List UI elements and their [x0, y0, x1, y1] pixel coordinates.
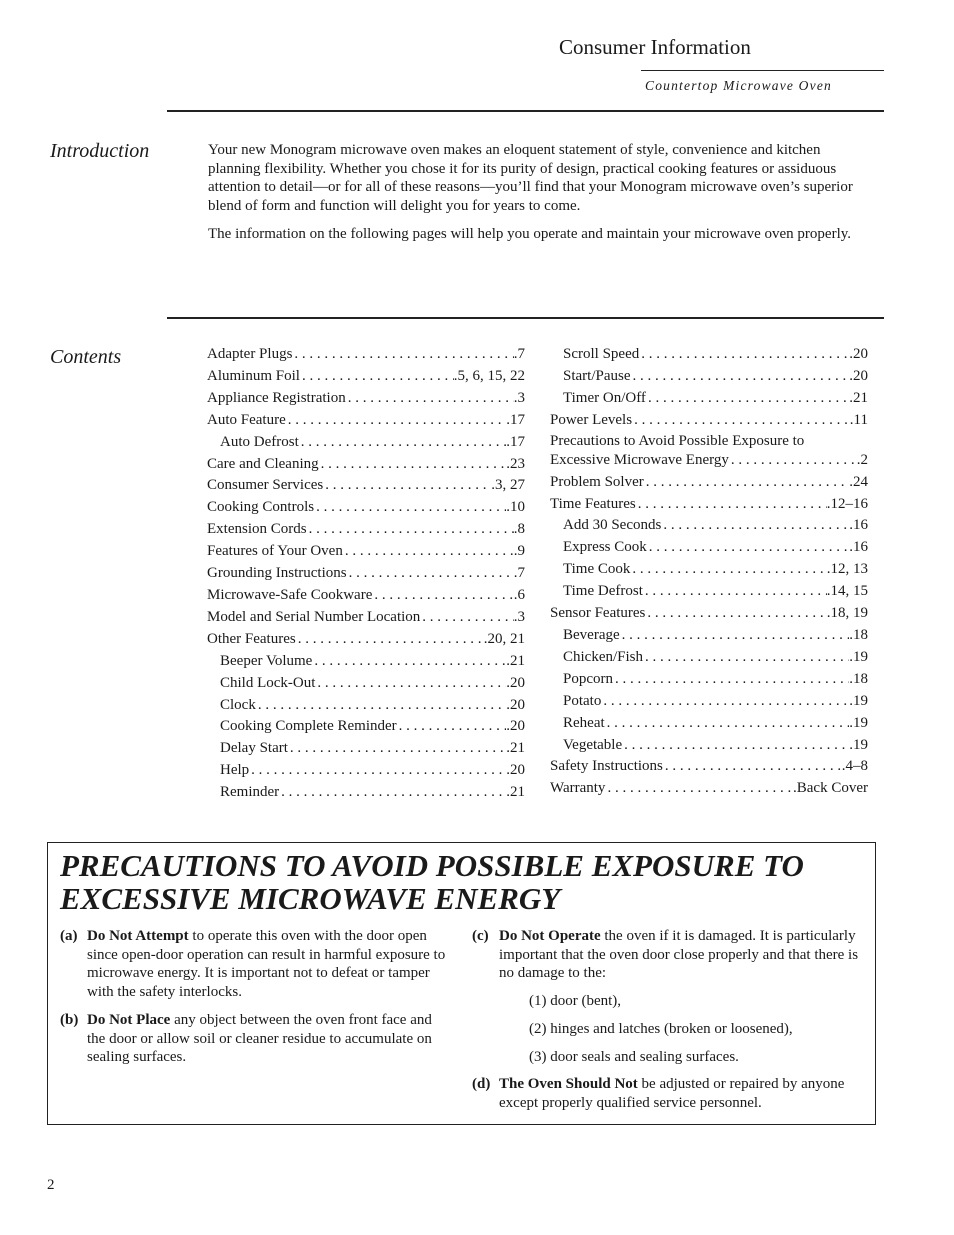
toc-entry[interactable]: Safety Instructions . . . .4–8 [550, 756, 868, 778]
toc-entry[interactable]: Scroll Speed . . . .20 [550, 344, 868, 366]
toc-entry[interactable]: Start/Pause . . . .20 [550, 366, 868, 388]
precautions-box [47, 842, 876, 1125]
precaution-item [60, 1011, 452, 1067]
toc-entry[interactable]: Clock . . . .20 [207, 695, 525, 717]
introduction-body [208, 141, 858, 253]
toc-entry[interactable]: Timer On/Off . . . .21 [550, 388, 868, 410]
toc-entry[interactable]: Potato . . . .19 [550, 691, 868, 713]
item-lead: Do Not Place [87, 1011, 171, 1028]
toc-entry[interactable]: Model and Serial Number Location . . . .3 [207, 607, 525, 629]
toc-entry[interactable]: Time Cook . . . .12, 13 [550, 559, 868, 581]
intro-paragraph: Your new Monogram microwave oven makes an eloquent statement of style, convenience and kitchen planning flexibility. Whether you chose it for its purity of design, practical cooking features or assiduous attention to detail—or for all of these reasons—you’ll find that your Monogram microwave oven’s superior blend of form and function will delight you for years to come. [208, 142, 853, 215]
toc-entry[interactable]: Care and Cleaning . . . .23 [207, 454, 525, 476]
toc-entry[interactable]: Help . . . .20 [207, 760, 525, 782]
intro-paragraph: The information on the following pages will help you operate and maintain your microwave oven properly. [208, 225, 852, 242]
top-divider [167, 110, 884, 112]
item-lead: Do Not Attempt [87, 928, 189, 944]
toc-entry[interactable]: Auto Defrost . . . .17 [207, 432, 525, 454]
toc-entry[interactable]: Precautions to Avoid Possible Exposure to Excessive Microwave Energy . . . .2 [550, 432, 868, 472]
precaution-item [472, 927, 862, 983]
precaution-item [472, 1075, 862, 1112]
precautions-right-column [472, 927, 862, 1122]
toc-entry[interactable]: Chicken/Fish . . . .19 [550, 647, 868, 669]
precautions-left-column [60, 927, 452, 1076]
toc-entry[interactable]: Beverage . . . .18 [550, 625, 868, 647]
header-divider [641, 70, 884, 71]
toc-entry[interactable]: Consumer Services . . . .3, 27 [207, 475, 525, 497]
precaution-item [60, 927, 452, 1002]
damage-list-item: (1) door (bent), [529, 993, 622, 1010]
item-lead: Do Not Operate [499, 928, 601, 944]
toc-entry[interactable]: Delay Start . . . .21 [207, 738, 525, 760]
toc-entry[interactable]: Features of Your Oven . . . .9 [207, 541, 525, 563]
toc-entry[interactable]: Problem Solver . . . .24 [550, 472, 868, 494]
page-number: 2 [47, 1177, 55, 1193]
toc-entry[interactable]: Add 30 Seconds . . . .16 [550, 515, 868, 537]
toc-entry[interactable]: Other Features . . . .20, 21 [207, 629, 525, 651]
toc-entry[interactable]: Express Cook . . . .16 [550, 537, 868, 559]
toc-entry[interactable]: Aluminum Foil . . . .5, 6, 15, 22 [207, 366, 525, 388]
contents-heading: Contents [50, 346, 122, 368]
section-title: Consumer Information [559, 35, 751, 59]
toc-entry[interactable]: Cooking Controls . . . .10 [207, 497, 525, 519]
toc-entry[interactable]: Time Features . . . .12–16 [550, 494, 868, 516]
toc-entry[interactable]: Reminder . . . .21 [207, 782, 525, 804]
item-letter: (c) [472, 928, 489, 944]
damage-list-item: (2) hinges and latches (broken or loosened), [529, 1020, 793, 1037]
toc-entry[interactable]: Appliance Registration . . . .3 [207, 388, 525, 410]
toc-entry[interactable]: Grounding Instructions . . . .7 [207, 563, 525, 585]
toc-entry[interactable]: Extension Cords . . . .8 [207, 519, 525, 541]
middle-divider [167, 317, 884, 319]
damage-list-item: (3) door seals and sealing surfaces. [529, 1048, 739, 1065]
toc-entry[interactable]: Warranty . . . .Back Cover [550, 778, 868, 800]
toc-entry[interactable]: Time Defrost . . . .14, 15 [550, 581, 868, 603]
toc-entry[interactable]: Adapter Plugs . . . .7 [207, 344, 525, 366]
toc-entry[interactable]: Power Levels . . . .11 [550, 410, 868, 432]
item-letter: (a) [60, 928, 78, 944]
toc-entry[interactable]: Cooking Complete Reminder . . . .20 [207, 716, 525, 738]
toc-entry[interactable]: Beeper Volume . . . .21 [207, 651, 525, 673]
contents-left-column [207, 344, 525, 804]
contents-right-column [550, 344, 868, 800]
item-text: be adjusted or repaired by anyone except properly qualified service personnel. [499, 1076, 845, 1111]
toc-entry[interactable]: Sensor Features . . . .18, 19 [550, 603, 868, 625]
item-text: the oven if it is damaged. It is particularly important that the oven door close properly and that there is no damage to the: [499, 928, 859, 982]
item-letter: (b) [60, 1011, 79, 1028]
product-subtitle: Countertop Microwave Oven [645, 78, 832, 93]
introduction-heading: Introduction [50, 140, 150, 162]
item-text: any object between the oven front face and the door or allow soil or cleaner residue to accumulate on sealing surfaces. [87, 1011, 432, 1066]
item-text: to operate this oven with the door open since open-door operation can result in harmful exposure to microwave energy. It is important not to defeat or tamper with the safety interlocks. [87, 928, 446, 1001]
toc-entry[interactable]: Auto Feature . . . .17 [207, 410, 525, 432]
toc-entry[interactable]: Reheat . . . .19 [550, 713, 868, 735]
toc-entry[interactable]: Popcorn . . . .18 [550, 669, 868, 691]
toc-entry[interactable]: Vegetable . . . .19 [550, 735, 868, 757]
item-lead: The Oven Should Not [499, 1076, 638, 1093]
item-letter: (d) [472, 1076, 491, 1093]
toc-entry[interactable]: Child Lock-Out . . . .20 [207, 673, 525, 695]
toc-entry[interactable]: Microwave-Safe Cookware . . . .6 [207, 585, 525, 607]
precautions-title: PRECAUTIONS TO AVOID POSSIBLE EXPOSURE TO EXCESSIVE MICROWAVE ENERGY [60, 848, 804, 916]
damage-list [472, 992, 862, 1066]
